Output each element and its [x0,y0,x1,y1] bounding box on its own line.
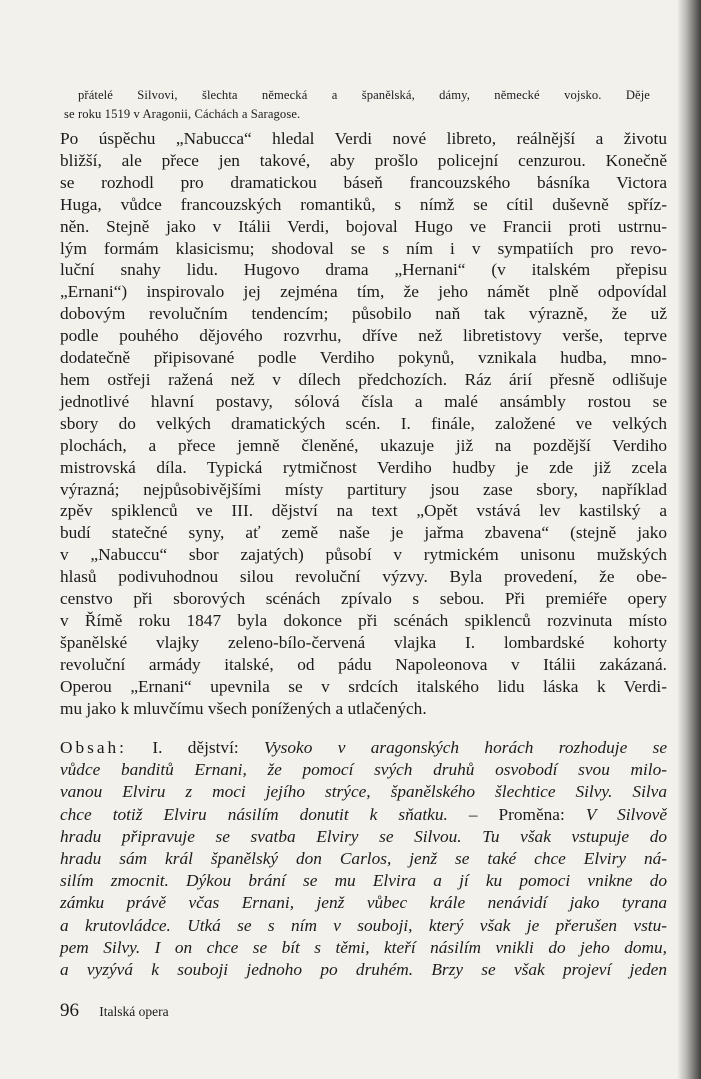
paragraph-line: Po úspěchu „Nabucca“ hledal Verdi nové libreto, reálnější a životu [60,129,667,148]
paragraph-line: jednotlivé hlavní postavy, sólová čísla a malé ansámbly rostou se [60,391,667,411]
paragraph-line: hlasů podivuhodnou silou revoluční výzvy. Byla provedení, že obe- [60,567,667,587]
paragraph-line: podle pouhého dějového rozvrhu, dříve než libretistovy verše, teprve [60,326,667,346]
synopsis-line: hradu připravuje se svatba Elviry se Silvou. Tu však vstupuje do [60,826,667,846]
main-paragraph [60,128,667,719]
synopsis-line: vůdce banditů Ernani, že pomocí svých druhů osvobodí svou milo- [60,760,667,780]
paragraph-line: „Ernani“) inspirovalo jej zejména tím, že jeho námět plně odpovídal [60,282,667,302]
synopsis-text: Vysoko v aragonských horách rozhoduje se [264,738,668,757]
synopsis-label: Obsah: [60,738,127,757]
paragraph-line: sbory do velkých dramatických scén. I. finále, založené ve velkých [60,413,667,433]
synopsis-line: silím zmocnit. Dýkou brání se mu Elvira a jí ku pomoci vnikne do [60,871,667,891]
cast-note [64,86,664,124]
paragraph-line: plochách, a přece jemně členěné, ukazuje již na pozdější Verdiho [60,435,667,455]
paragraph-line: Huga, vůdce francouzských romantiků, s nímž se cítil duševně spříz- [60,194,667,214]
paragraph-line: dodatečně připisované podle Verdiho pokynů, vznikala hudba, mno- [60,348,667,368]
paragraph-line: luční snahy lidu. Hugovo drama „Hernani“ (v italském přepisu [60,260,667,280]
paragraph-line: dobovým revolučním tendencím; působilo naň tak výrazně, že už [60,304,667,324]
page-footer [60,1000,169,1022]
synopsis-line: a vyzývá k souboji jednoho po druhém. Brzy se však projeví jeden [60,960,667,980]
synopsis-line [60,737,667,759]
binding-shadow [677,0,701,1079]
page-number: 96 [60,1000,79,1021]
synopsis-line: vanou Elviru z moci jejího strýce, španělského šlechtice Silvy. Silva [60,782,667,802]
synopsis [60,737,667,981]
paragraph-line: lým formám klasicismu; shodoval se s ním i v sympatiích pro revo- [60,238,667,258]
running-title: Italská opera [99,1004,169,1019]
paragraph-line: v „Nabuccu“ sbor zajatých) působí v rytmickém unisonu mužských [60,545,667,565]
paragraph-line: censtvo při sborových scénách zpívalo s sebou. Při premiéře opery [60,589,667,609]
paragraph-line: revoluční armády italské, od pádu Napoleonova v Itálii zakázaná. [60,654,667,674]
paragraph-line: mistrovská díla. Typická rytmičnost Verdiho hudby je zde již zcela [60,457,667,477]
scene-change-heading: Proměna: [498,804,565,824]
synopsis-line [60,804,667,826]
act-heading: I. dějství: [152,738,239,757]
paragraph-line: se rozhodl pro dramatickou báseň francouzského básníka Victora [60,172,667,192]
cast-note-line: se roku 1519 v Aragonii, Cáchách a Saragose. [64,107,301,121]
cast-note-line: přátelé Silvovi, šlechta německá a španělská, dámy, německé vojsko. Děje [78,88,650,102]
paragraph-line: budí statečné syny, ať země naše je jařma zbavena“ (stejně jako [60,523,667,543]
paragraph-line: v Římě roku 1847 byla dokonce při scénách spiklenců rozvinuta místo [60,610,667,630]
synopsis-line: a krutovládce. Utká se s ním v souboji, který však je přerušen vstu- [60,915,667,935]
synopsis-text: V Silvově [585,804,668,824]
paragraph-line: mu jako k mluvčímu všech ponížených a utlačených. [60,698,427,718]
synopsis-line: zámku právě včas Ernani, jenž vůbec krále nenávidí jako tyrana [60,893,667,913]
synopsis-line: hradu sám král španělský don Carlos, jenž se také chce Elviry ná- [60,849,667,869]
paragraph-line: hem ostřeji ražená než v dílech předchozích. Ráz árií přesně odlišuje [60,369,667,389]
paragraph-line: něn. Stejně jako v Itálii Verdi, bojoval Hugo ve Francii proti ustrnu- [60,216,667,236]
paragraph-line: zpěv spiklenců ve III. dějství na text „Opět vstává lev kastilský a [60,501,667,521]
paragraph-line: španělské vlajky zeleno-bílo-červená vlajka I. lombardské kohorty [60,632,667,652]
paragraph-line: Operou „Ernani“ upevnila se v srdcích italského lidu láska k Verdi- [60,676,667,696]
paragraph-line: bližší, ale přece jen takové, aby prošlo policejní cenzurou. Konečně [60,150,667,170]
synopsis-line: pem Silvy. I on chce se bít s těmi, kteří násilím vnikli do jeho domu, [60,937,667,957]
paragraph-line: výrazná; nejpůsobivějšími místy partitury jsou zase sbory, například [60,479,667,499]
synopsis-text: chce totiž Elviru násilím donutit k sňatku. – [60,804,478,824]
